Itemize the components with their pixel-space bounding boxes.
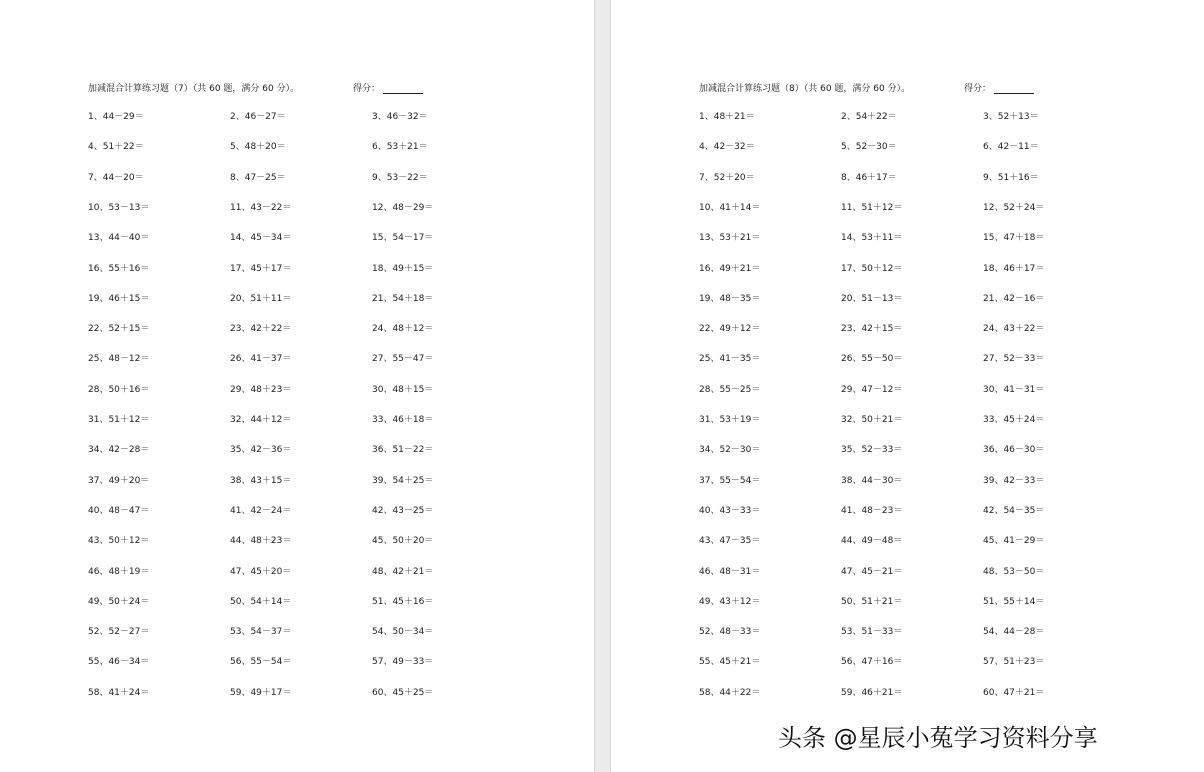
problem-item: 47、45＋20＝ <box>230 566 292 577</box>
problem-item: 15、54－17＝ <box>372 233 434 244</box>
problem-item: 30、41－31＝ <box>983 384 1045 395</box>
score-label: 得分： <box>964 84 992 94</box>
problem-item: 8、46＋17＝ <box>841 172 897 183</box>
problem-item: 58、41＋24＝ <box>88 687 150 698</box>
problem-item: 22、52＋15＝ <box>88 324 150 335</box>
problem-grid <box>0 0 594 772</box>
problem-item: 28、55－25＝ <box>699 384 761 395</box>
problem-item: 55、45＋21＝ <box>699 657 761 668</box>
problem-item: 53、54－37＝ <box>230 627 292 638</box>
problem-item: 4、42－32＝ <box>699 142 755 153</box>
problem-item: 29、47－12＝ <box>841 384 903 395</box>
problem-item: 9、53－22＝ <box>372 172 428 183</box>
problem-item: 28、50＋16＝ <box>88 384 150 395</box>
problem-item: 51、45＋16＝ <box>372 596 434 607</box>
problem-item: 34、52－30＝ <box>699 445 761 456</box>
problem-item: 53、51－33＝ <box>841 627 903 638</box>
problem-item: 25、48－12＝ <box>88 354 150 365</box>
problem-item: 48、53－50＝ <box>983 566 1045 577</box>
problem-item: 17、50＋12＝ <box>841 263 903 274</box>
problem-item: 5、48＋20＝ <box>230 142 286 153</box>
worksheet-page-8 <box>611 0 1204 772</box>
problem-item: 10、41＋14＝ <box>699 202 761 213</box>
watermark: 头条 @星辰小菟学习资料分享 <box>778 724 1098 752</box>
problem-item: 49、50＋24＝ <box>88 596 150 607</box>
problem-item: 15、47＋18＝ <box>983 233 1045 244</box>
problem-item: 43、50＋12＝ <box>88 536 150 547</box>
problem-item: 2、54＋22＝ <box>841 112 897 122</box>
problem-item: 18、46＋17＝ <box>983 263 1045 274</box>
problem-item: 12、52＋24＝ <box>983 202 1045 213</box>
problem-item: 45、50＋20＝ <box>372 536 434 547</box>
problem-item: 27、52－33＝ <box>983 354 1045 365</box>
problem-item: 55、46－34＝ <box>88 657 150 668</box>
problem-item: 7、52＋20＝ <box>699 172 755 183</box>
problem-item: 22、49＋12＝ <box>699 324 761 335</box>
problem-item: 60、47＋21＝ <box>983 687 1045 698</box>
problem-item: 42、54－35＝ <box>983 505 1045 516</box>
problem-item: 23、42＋15＝ <box>841 324 903 335</box>
problem-item: 44、48＋23＝ <box>230 536 292 547</box>
problem-item: 49、43＋12＝ <box>699 596 761 607</box>
problem-item: 24、48＋12＝ <box>372 324 434 335</box>
problem-item: 56、47＋16＝ <box>841 657 903 668</box>
problem-item: 57、49－33＝ <box>372 657 434 668</box>
problem-item: 2、46－27＝ <box>230 112 286 122</box>
problem-item: 52、48－33＝ <box>699 627 761 638</box>
problem-item: 4、51＋22＝ <box>88 142 144 153</box>
problem-item: 19、46＋15＝ <box>88 293 150 304</box>
problem-item: 18、49＋15＝ <box>372 263 434 274</box>
problem-item: 38、44－30＝ <box>841 475 903 486</box>
problem-grid <box>611 0 1204 772</box>
problem-item: 48、42＋21＝ <box>372 566 434 577</box>
problem-item: 41、42－24＝ <box>230 505 292 516</box>
problem-item: 20、51＋11＝ <box>230 293 292 304</box>
problem-item: 11、51＋12＝ <box>841 202 903 213</box>
problem-item: 5、52－30＝ <box>841 142 897 153</box>
problem-item: 60、45＋25＝ <box>372 687 434 698</box>
problem-item: 54、44－28＝ <box>983 627 1045 638</box>
problem-item: 52、52－27＝ <box>88 627 150 638</box>
problem-item: 3、46－32＝ <box>372 112 428 122</box>
problem-item: 31、51＋12＝ <box>88 415 150 425</box>
problem-item: 24、43＋22＝ <box>983 324 1045 335</box>
problem-item: 13、44－40＝ <box>88 233 150 244</box>
problem-item: 8、47－25＝ <box>230 172 286 183</box>
problem-item: 43、47－35＝ <box>699 536 761 547</box>
problem-item: 20、51－13＝ <box>841 293 903 304</box>
problem-item: 38、43＋15＝ <box>230 475 292 486</box>
problem-item: 33、45＋24＝ <box>983 415 1045 425</box>
problem-item: 13、53＋21＝ <box>699 233 761 244</box>
problem-item: 46、48＋19＝ <box>88 566 150 577</box>
problem-item: 37、55－54＝ <box>699 475 761 486</box>
problem-item: 19、48－35＝ <box>699 293 761 304</box>
problem-item: 31、53＋19＝ <box>699 415 761 425</box>
problem-item: 35、52－33＝ <box>841 445 903 456</box>
problem-item: 47、45－21＝ <box>841 566 903 577</box>
problem-item: 12、48－29＝ <box>372 202 434 213</box>
problem-item: 50、51＋21＝ <box>841 596 903 607</box>
problem-item: 39、54＋25＝ <box>372 475 434 486</box>
worksheet-title: 加减混合计算练习题（8）（共 60 题，满分 60 分）。 <box>699 84 911 94</box>
problem-item: 16、55＋16＝ <box>88 263 150 274</box>
problem-item: 6、53＋21＝ <box>372 142 428 153</box>
problem-item: 30、48＋15＝ <box>372 384 434 395</box>
problem-item: 39、42－33＝ <box>983 475 1045 486</box>
problem-item: 25、41－35＝ <box>699 354 761 365</box>
problem-item: 29、48＋23＝ <box>230 384 292 395</box>
problem-item: 23、42＋22＝ <box>230 324 292 335</box>
problem-item: 14、53＋11＝ <box>841 233 903 244</box>
problem-item: 6、42－11＝ <box>983 142 1039 153</box>
problem-item: 32、44＋12＝ <box>230 415 292 425</box>
problem-item: 35、42－36＝ <box>230 445 292 456</box>
problem-item: 36、51－22＝ <box>372 445 434 456</box>
problem-item: 59、49＋17＝ <box>230 687 292 698</box>
problem-item: 9、51＋16＝ <box>983 172 1039 183</box>
problem-item: 11、43－22＝ <box>230 202 292 213</box>
problem-item: 58、44＋22＝ <box>699 687 761 698</box>
problem-item: 46、48－31＝ <box>699 566 761 577</box>
problem-item: 42、43－25＝ <box>372 505 434 516</box>
problem-item: 32、50＋21＝ <box>841 415 903 425</box>
problem-item: 44、49－48＝ <box>841 536 903 547</box>
problem-item: 51、55＋14＝ <box>983 596 1045 607</box>
problem-item: 36、46－30＝ <box>983 445 1045 456</box>
problem-item: 56、55－54＝ <box>230 657 292 668</box>
problem-item: 21、42－16＝ <box>983 293 1045 304</box>
problem-item: 7、44－20＝ <box>88 172 144 183</box>
problem-item: 17、45＋17＝ <box>230 263 292 274</box>
problem-item: 10、53－13＝ <box>88 202 150 213</box>
problem-item: 1、48＋21＝ <box>699 112 755 122</box>
problem-item: 41、48－23＝ <box>841 505 903 516</box>
problem-item: 34、42－28＝ <box>88 445 150 456</box>
problem-item: 57、51＋23＝ <box>983 657 1045 668</box>
problem-item: 16、49＋21＝ <box>699 263 761 274</box>
problem-item: 27、55－47＝ <box>372 354 434 365</box>
problem-item: 40、43－33＝ <box>699 505 761 516</box>
problem-item: 45、41－29＝ <box>983 536 1045 547</box>
problem-item: 37、49＋20＝ <box>88 475 150 486</box>
problem-item: 40、48－47＝ <box>88 505 150 516</box>
problem-item: 59、46＋21＝ <box>841 687 903 698</box>
problem-item: 21、54＋18＝ <box>372 293 434 304</box>
worksheet-title: 加减混合计算练习题（7）（共 60 题，满分 60 分）。 <box>88 84 300 94</box>
problem-item: 14、45－34＝ <box>230 233 292 244</box>
problem-item: 50、54＋14＝ <box>230 596 292 607</box>
problem-item: 33、46＋18＝ <box>372 415 434 425</box>
problem-item: 3、52＋13＝ <box>983 112 1039 122</box>
problem-item: 1、44－29＝ <box>88 112 144 122</box>
problem-item: 26、41－37＝ <box>230 354 292 365</box>
score-label: 得分： <box>353 84 381 94</box>
worksheet-page-7 <box>0 0 594 772</box>
problem-item: 54、50－34＝ <box>372 627 434 638</box>
problem-item: 26、55－50＝ <box>841 354 903 365</box>
